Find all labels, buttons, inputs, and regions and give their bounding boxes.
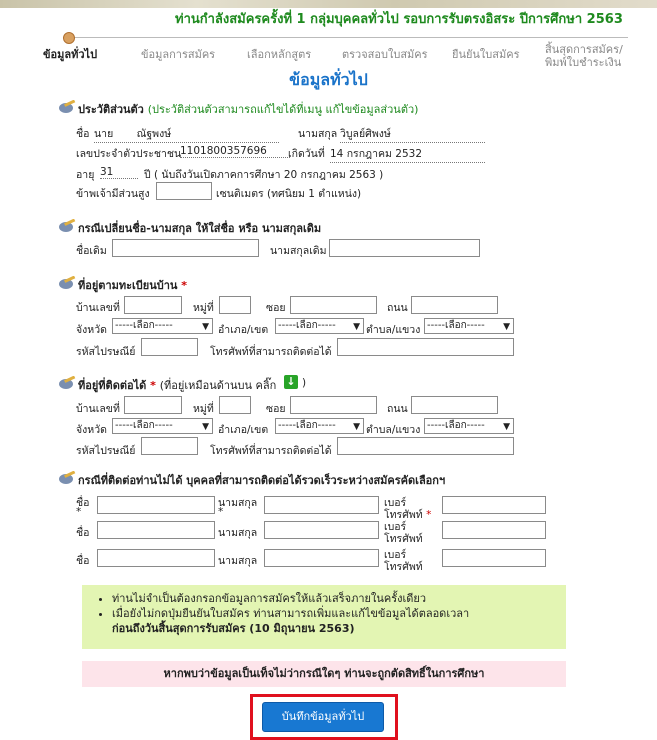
step-finish-line2[interactable]: พิมพ์ใบชำระเงิน — [545, 56, 622, 69]
emergency-name-label: ชื่อ — [76, 555, 90, 567]
reg-subdistrict-value: -----เลือก----- — [427, 320, 485, 331]
reg-postcode-input[interactable] — [141, 338, 198, 356]
reg-moo-label: หมู่ที่ — [193, 302, 214, 314]
note-item: • ท่านไม่จำเป็นต้องกรอกข้อมูลการสมัครให้แล้วเสร็จภายในครั้งเดียว — [112, 591, 566, 606]
contact-province-select[interactable] — [112, 418, 213, 434]
contact-phone-input[interactable] — [337, 437, 514, 455]
emergency-2-surname-input[interactable] — [264, 521, 379, 539]
emergency-phone-label-line2: โทรศัพท์ — [384, 561, 423, 573]
old-surname-input[interactable] — [329, 239, 480, 257]
reg-road-label: ถนน — [387, 302, 408, 314]
emergency-3-surname-input[interactable] — [264, 549, 379, 567]
step-confirm-application[interactable]: ยืนยันใบสมัคร — [452, 48, 520, 61]
contact-soi-label: ซอย — [266, 403, 286, 415]
name-label: ชื่อ — [76, 128, 90, 140]
emergency-1-surname-input[interactable] — [264, 496, 379, 514]
reg-province-label: จังหวัด — [76, 324, 107, 336]
step-application-info[interactable]: ข้อมูลการสมัคร — [141, 48, 216, 61]
emergency-surname-label: นามสกุล — [218, 497, 258, 509]
surname-value: วิบูลย์ศิพงษ์ — [340, 125, 485, 143]
old-name-input[interactable] — [112, 239, 259, 257]
contact-road-input[interactable] — [411, 396, 498, 414]
reg-phone-input[interactable] — [337, 338, 514, 356]
reg-house-no-input[interactable] — [124, 296, 182, 314]
emergency-contact-heading: กรณีที่ติดต่อท่านไม่ได้ บุคคลที่สามารถติดต่อได้รวดเร็วระหว่างสมัครคัดเลือกฯ — [78, 474, 446, 487]
contact-address-title: ที่อยู่ที่ติดต่อได้ — [78, 379, 147, 392]
chevron-down-icon: ▼ — [353, 422, 360, 432]
pencil-note-icon — [58, 100, 76, 114]
personal-info-hint: (ประวัติส่วนตัวสามารถแก้ไขได้ที่เมนู แก้ไขข้อมูลส่วนตัว) — [147, 103, 419, 116]
emergency-3-name-input[interactable] — [97, 549, 215, 567]
contact-subdistrict-value: -----เลือก----- — [427, 420, 485, 431]
chevron-down-icon: ▼ — [202, 322, 209, 332]
emergency-surname-label: นามสกุล — [218, 555, 258, 567]
national-id-label: เลขประจำตัวประชาชน — [76, 148, 182, 160]
reg-soi-label: ซอย — [266, 302, 286, 314]
reg-province-value: -----เลือก----- — [115, 320, 173, 331]
personal-info-title: ประวัติส่วนตัว — [78, 103, 144, 116]
contact-district-value: -----เลือก----- — [278, 420, 336, 431]
birth-date-label: เกิดวันที่ — [288, 148, 325, 160]
save-general-info-button[interactable]: บันทึกข้อมูลทั่วไป — [262, 702, 384, 732]
reg-soi-input[interactable] — [290, 296, 377, 314]
pencil-note-icon — [58, 276, 76, 290]
height-unit: เซนติเมตร (ทศนิยม 1 ตำแหน่ง) — [216, 188, 362, 200]
age-label: อายุ — [76, 169, 95, 181]
emergency-1-name-input[interactable] — [97, 496, 215, 514]
emergency-3-phone-input[interactable] — [442, 549, 546, 567]
emergency-1-phone-input[interactable] — [442, 496, 546, 514]
contact-moo-input[interactable] — [219, 396, 251, 414]
info-note-box — [82, 585, 566, 649]
chevron-down-icon: ▼ — [202, 422, 209, 432]
false-info-warning: หากพบว่าข้อมูลเป็นเท็จไม่ว่ากรณีใดๆ ท่านจะถูกตัดสิทธิ์ในการศึกษา — [82, 661, 566, 687]
contact-postcode-label: รหัสไปรษณีย์ — [76, 445, 136, 457]
reg-district-select[interactable] — [275, 318, 364, 334]
emergency-surname-label: นามสกุล — [218, 527, 258, 539]
reg-house-no-label: บ้านเลขที่ — [76, 302, 120, 314]
contact-soi-input[interactable] — [290, 396, 377, 414]
birth-date-value: 14 กรกฎาคม 2532 — [330, 145, 485, 163]
emergency-phone-label-line2: โทรศัพท์ — [384, 533, 423, 545]
national-id-value: 1101800357696 — [180, 145, 290, 158]
required-mark: * — [76, 506, 82, 518]
personal-info-heading — [78, 100, 418, 118]
contact-subdistrict-select[interactable] — [424, 418, 514, 434]
contact-moo-label: หมู่ที่ — [193, 403, 214, 415]
required-mark: * — [181, 279, 188, 292]
contact-province-value: -----เลือก----- — [115, 420, 173, 431]
pencil-note-icon — [58, 376, 76, 390]
header-strip — [0, 0, 657, 8]
step-review-application[interactable]: ตรวจสอบใบสมัคร — [342, 48, 428, 61]
same-address-note: (ที่อยู่เหมือนด้านบน คลิ๊ก — [159, 379, 277, 392]
emergency-phone-label: เบอร์ — [384, 521, 407, 533]
download-arrow-icon[interactable]: ↓ — [284, 375, 298, 389]
application-status-banner: ท่านกำลังสมัครครั้งที่ 1 กลุ่มบุคคลทั่วไป รอบการรับตรงอิสระ ปีการศึกษา 2563 — [175, 12, 623, 27]
name-value — [94, 125, 279, 143]
reg-district-value: -----เลือก----- — [278, 320, 336, 331]
chevron-down-icon: ▼ — [503, 322, 510, 332]
emergency-phone-label-line2: โทรศัพท์ — [384, 509, 423, 521]
contact-district-label: อำเภอ/เขต — [218, 424, 269, 436]
contact-phone-label: โทรศัพท์ที่สามารถติดต่อได้ — [210, 445, 332, 457]
contact-postcode-input[interactable] — [141, 437, 198, 455]
reg-postcode-label: รหัสไปรษณีย์ — [76, 346, 136, 358]
contact-subdistrict-label: ตำบล/แขวง — [366, 424, 421, 436]
contact-district-select[interactable] — [275, 418, 364, 434]
emergency-phone-label: เบอร์ — [384, 549, 407, 561]
emergency-name-label: ชื่อ — [76, 527, 90, 539]
contact-house-no-input[interactable] — [124, 396, 182, 414]
registered-address-title: ที่อยู่ตามทะเบียนบ้าน — [78, 279, 178, 292]
pencil-note-icon — [58, 471, 76, 485]
age-note: ปี ( นับถึงวันเปิดภาคการศึกษา 20 กรกฎาคม 2563 ) — [144, 169, 384, 181]
step-general-info[interactable]: ข้อมูลทั่วไป — [43, 48, 98, 61]
old-surname-label: นามสกุลเดิม — [270, 245, 327, 257]
emergency-phone-label: เบอร์ — [384, 497, 407, 509]
note-deadline: ก่อนถึงวันสิ้นสุดการรับสมัคร (10 มิถุนายน 2563) — [112, 622, 355, 635]
page-title: ข้อมูลทั่วไป — [289, 70, 368, 89]
step-select-program[interactable]: เลือกหลักสูตร — [247, 48, 312, 61]
reg-subdistrict-label: ตำบล/แขวง — [366, 324, 421, 336]
contact-address-heading — [78, 376, 276, 394]
height-input[interactable] — [156, 182, 212, 200]
chevron-down-icon: ▼ — [353, 322, 360, 332]
emergency-2-name-input[interactable] — [97, 521, 215, 539]
reg-district-label: อำเภอ/เขต — [218, 324, 269, 336]
reg-road-input[interactable] — [411, 296, 498, 314]
contact-road-label: ถนน — [387, 403, 408, 415]
name-prefix: นาย — [94, 128, 114, 140]
required-mark: * — [150, 379, 156, 392]
note-item: • เมื่อยังไม่กดปุ่มยืนยันใบสมัคร ท่านสามารถเพิ่มและแก้ไขข้อมูลได้ตลอดเวลา — [112, 606, 566, 621]
pencil-note-icon — [58, 219, 76, 233]
name-change-heading: กรณีเปลี่ยนชื่อ-นามสกุล ให้ใส่ชื่อ หรือ นามสกุลเดิม — [78, 222, 322, 235]
chevron-down-icon: ▼ — [503, 422, 510, 432]
required-mark: * — [426, 509, 432, 521]
same-address-note-end: ) — [302, 377, 307, 389]
progress-line — [68, 37, 628, 38]
old-name-label: ชื่อเดิม — [76, 245, 107, 257]
required-mark: * — [218, 506, 224, 518]
surname-label: นามสกุล — [298, 128, 338, 140]
progress-current-dot — [63, 32, 75, 44]
reg-phone-label: โทรศัพท์ที่สามารถติดต่อได้ — [210, 346, 332, 358]
height-label: ข้าพเจ้ามีส่วนสูง — [76, 188, 150, 200]
step-finish-line1[interactable]: สิ้นสุดการสมัคร/ — [545, 43, 623, 56]
age-value: 31 — [100, 166, 138, 179]
contact-house-no-label: บ้านเลขที่ — [76, 403, 120, 415]
reg-subdistrict-select[interactable] — [424, 318, 514, 334]
registered-address-heading — [78, 276, 187, 294]
emergency-2-phone-input[interactable] — [442, 521, 546, 539]
reg-moo-input[interactable] — [219, 296, 251, 314]
reg-province-select[interactable] — [112, 318, 213, 334]
contact-province-label: จังหวัด — [76, 424, 107, 436]
emergency-name-label: ชื่อ — [76, 497, 90, 509]
first-name: ณัฐพงษ์ — [136, 128, 172, 140]
